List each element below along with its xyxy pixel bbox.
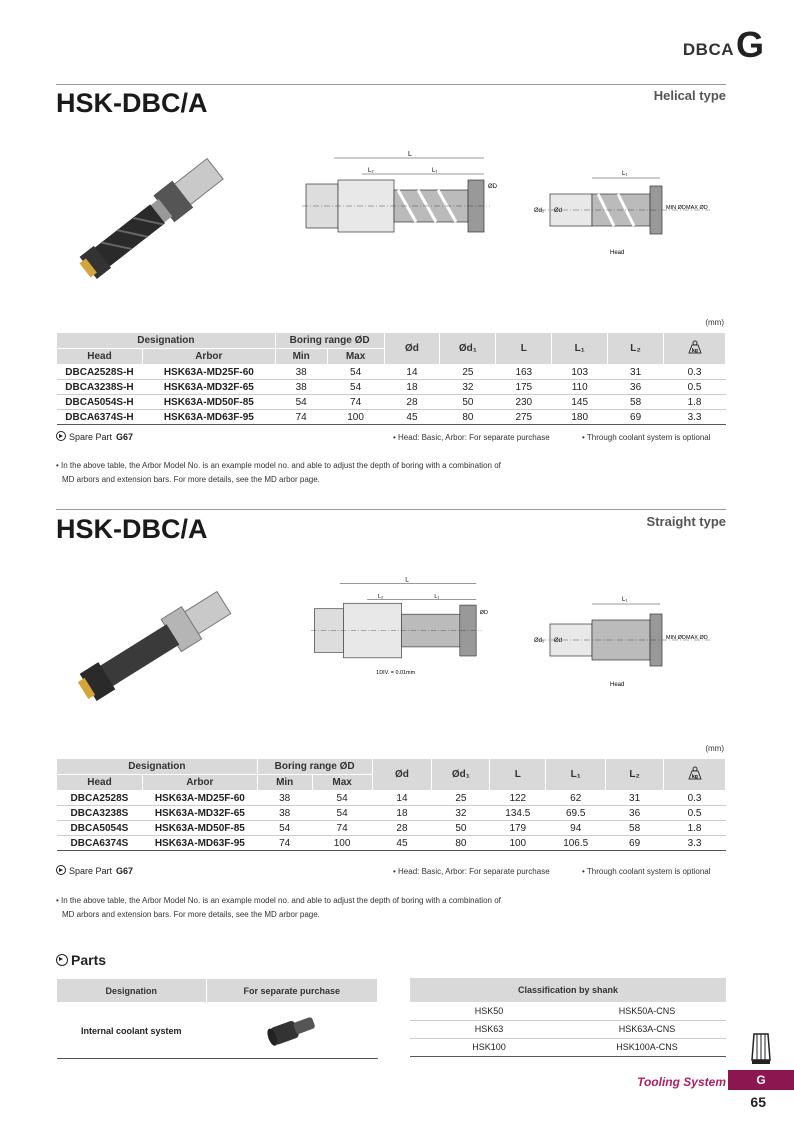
weight-icon — [664, 759, 726, 791]
div-caption: 1DIV. = 0.01mm — [376, 670, 416, 676]
section-type: Straight type — [646, 514, 726, 529]
straight-tool-photo — [56, 570, 256, 720]
table-row: DBCA5054S-H HSK63A-MD50F-85 54 74 28 50 230 145 58 1.8 — [57, 395, 726, 410]
table-row: DBCA3238S-H HSK63A-MD32F-65 38 54 18 32 175 110 36 0.5 — [57, 380, 726, 395]
tooling-system-label: Tooling System — [637, 1075, 726, 1089]
table-row: DBCA6374S HSK63A-MD63F-95 74 100 45 80 100 106.5 69 3.3 — [57, 836, 726, 851]
table-row: DBCA2528S-H HSK63A-MD25F-60 38 54 14 25 163 103 31 0.3 — [57, 365, 726, 380]
table-row: DBCA6374S-H HSK63A-MD63F-95 74 100 45 80 275 180 69 3.3 — [57, 410, 726, 425]
head-caption: Head — [610, 682, 625, 688]
helical-assembly-drawing — [298, 150, 498, 250]
table-row: HSK63 HSK63A-CNS — [410, 1020, 726, 1038]
dim-L2: L₂ — [368, 168, 374, 174]
dim-L1: L₁ — [434, 593, 440, 600]
coolant-note: • Through coolant system is optional — [582, 867, 711, 876]
arbor-footnote: • In the above table, the Arbor Model No. is an example model no. and able to adjust the depth of boring with a combination of MD arbors and extension bars. For more details, see the MD arbor page. — [56, 461, 501, 484]
category-code: DBCA — [682, 40, 734, 59]
table-row: HSK100 HSK100A-CNS — [410, 1038, 726, 1056]
spare-part-link[interactable]: Spare Part G67 — [56, 865, 133, 876]
head-dim-L1: L₁ — [622, 597, 628, 603]
svg-text:kg: kg — [691, 774, 698, 780]
coolant-part-icon — [257, 1007, 327, 1053]
coolant-note: • Through coolant system is optional — [582, 433, 711, 442]
dim-L2: L₂ — [378, 593, 384, 600]
svg-text:kg: kg — [691, 348, 698, 354]
spec-table-helical: Designation Boring range ØD Ød Ød₁ L L₁ L₂ kg Head Arbor Min Max DBCA2528S-H HSK63A-MD25F-60 38 54 14 25 163 103 31 0.3 DBCA3238S-H HSK63A-MD32F-65 38 54 18 32 175 110 36 0.5 DBCA5054S-H HSK63A-MD50F-85 54 74 28 50 230 145 58 1.8 DBCA6374S-H HSK63A-MD63F-95 74 100 45 80 275 180 69 3.3 — [56, 332, 726, 425]
dim-L: L — [405, 576, 409, 584]
section-title: HSK-DBC/A — [56, 514, 208, 544]
table-row: DBCA5054S HSK63A-MD50F-85 54 74 28 50 179 94 58 1.8 — [57, 821, 726, 836]
straight-assembly-drawing — [298, 576, 498, 676]
dim-Od: Ød — [554, 208, 563, 214]
arrow-circle-icon — [56, 954, 68, 966]
section-divider — [56, 84, 726, 85]
dim-Od1: Ød₁ — [534, 638, 545, 644]
helical-head-drawing — [530, 160, 730, 260]
dim-Od: Ød — [554, 638, 563, 644]
dim-OD: ØD — [488, 184, 497, 190]
section-divider — [56, 509, 726, 510]
arbor-footnote: • In the above table, the Arbor Model No. is an example model no. and able to adjust the depth of boring with a combination of MD arbors and extension bars. For more details, see the MD arbor page. — [56, 896, 501, 919]
dim-OD: ØD — [479, 610, 488, 617]
table-row: DBCA2528S HSK63A-MD25F-60 38 54 14 25 122 62 31 0.3 — [57, 791, 726, 806]
purchase-note: • Head: Basic, Arbor: For separate purchase — [393, 867, 550, 876]
arrow-circle-icon — [56, 865, 66, 875]
weight-icon — [664, 333, 726, 365]
spec-table-straight: Designation Boring range ØD Ød Ød₁ L L₁ L₂ kg Head Arbor Min Max DBCA2528S HSK63A-MD25F-60 38 54 14 25 122 62 31 0.3 DBCA3238S HSK63A-MD32F-65 38 54 18 32 134.5 69.5 36 0.5 DBCA5054S HSK63A-MD50F-85 54 74 28 50 179 94 58 1.8 DBCA6374S HSK63A-MD63F-95 74 100 45 80 100 106.5 69 3.3 — [56, 758, 726, 851]
head-caption: Head — [610, 250, 625, 256]
section-title: HSK-DBC/A — [56, 88, 208, 118]
unit-label: (mm) — [705, 318, 724, 327]
table-row: HSK50 HSK50A-CNS — [410, 1002, 726, 1020]
unit-label: (mm) — [705, 744, 724, 753]
dim-max-od: MAX ØD — [686, 205, 708, 211]
parts-table: Designation For separate purchase Internal coolant system — [56, 978, 378, 1059]
table-row: DBCA3238S HSK63A-MD32F-65 38 54 18 32 134.5 69.5 36 0.5 — [57, 806, 726, 821]
helical-tool-photo — [56, 140, 256, 290]
purchase-note: • Head: Basic, Arbor: For separate purchase — [393, 433, 550, 442]
page-number: 65 — [750, 1094, 766, 1110]
straight-head-drawing — [530, 590, 730, 690]
dim-min-od: MIN ØD — [666, 205, 686, 211]
parts-heading: Parts — [56, 952, 106, 968]
dim-max-od: MAX ØD — [686, 635, 708, 641]
arrow-circle-icon — [56, 431, 66, 441]
classification-table: Classification by shank HSK50 HSK50A-CNS HSK63 HSK63A-CNS HSK100 HSK100A-CNS — [410, 978, 726, 1057]
dim-min-od: MIN ØD — [666, 635, 686, 641]
dim-L: L — [408, 151, 412, 158]
section-type: Helical type — [653, 88, 726, 103]
category-letter: G — [735, 24, 764, 65]
spare-part-link[interactable]: Spare Part G67 — [56, 431, 133, 442]
head-dim-L1: L₁ — [622, 171, 628, 177]
dim-L1: L₁ — [432, 168, 438, 174]
section-tab: G — [728, 1070, 794, 1090]
collet-icon — [748, 1030, 774, 1066]
dim-Od1: Ød₁ — [534, 208, 545, 214]
